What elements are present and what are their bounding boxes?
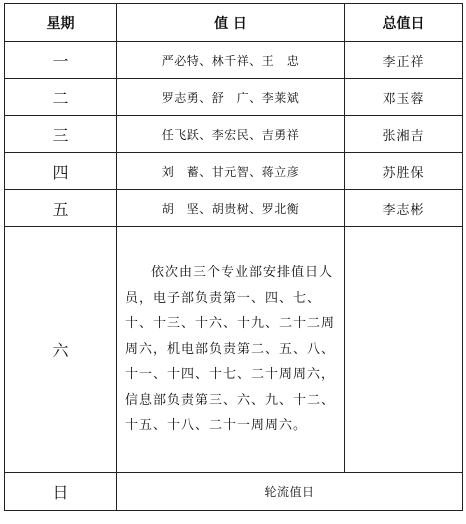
day-cell: 三 — [5, 116, 117, 153]
sunday-duty-text: 轮流值日 — [117, 473, 463, 511]
saturday-duty-text: 依次由三个专业部安排值日人员，电子部负责第一、四、七、十、十三、十六、十九、二十二周周六，机电部负责第二、五、八、十一、十四、十七、二十周周六，信息部负责第三、六、九、十二、十五、十八、二十一周周六。 — [125, 265, 336, 434]
chief-name: 邓玉蓉 — [345, 79, 463, 116]
day-cell: 六 — [5, 227, 117, 473]
day-cell: 五 — [5, 190, 117, 227]
table-row — [5, 42, 463, 79]
duty-table — [4, 3, 463, 511]
chief-name: 张湘吉 — [345, 116, 463, 153]
duty-names: 胡 坚、胡贵树、罗北衡 — [117, 190, 345, 227]
day-cell: 四 — [5, 153, 117, 190]
day-cell: 一 — [5, 42, 117, 79]
day-cell: 日 — [5, 473, 117, 511]
table-row — [5, 116, 463, 153]
chief-name — [345, 227, 463, 473]
table-row — [5, 153, 463, 190]
duty-names: 罗志勇、舒 广、李莱斌 — [117, 79, 345, 116]
header-duty: 值 日 — [117, 4, 345, 42]
duty-roster — [4, 3, 462, 511]
table-row — [5, 190, 463, 227]
chief-name: 李正祥 — [345, 42, 463, 79]
saturday-row — [5, 227, 463, 473]
duty-names: 刘 蓄、甘元智、蒋立彦 — [117, 153, 345, 190]
header-row — [5, 4, 463, 42]
duty-names: 严必特、林千祥、王 忠 — [117, 42, 345, 79]
header-day: 星期 — [5, 4, 117, 42]
duty-names: 任飞跃、李宏民、吉勇祥 — [117, 116, 345, 153]
sunday-row — [5, 473, 463, 511]
chief-name: 李志彬 — [345, 190, 463, 227]
table-row — [5, 79, 463, 116]
saturday-duty-cell — [117, 227, 345, 473]
chief-name: 苏胜保 — [345, 153, 463, 190]
day-cell: 二 — [5, 79, 117, 116]
header-chief: 总值日 — [345, 4, 463, 42]
